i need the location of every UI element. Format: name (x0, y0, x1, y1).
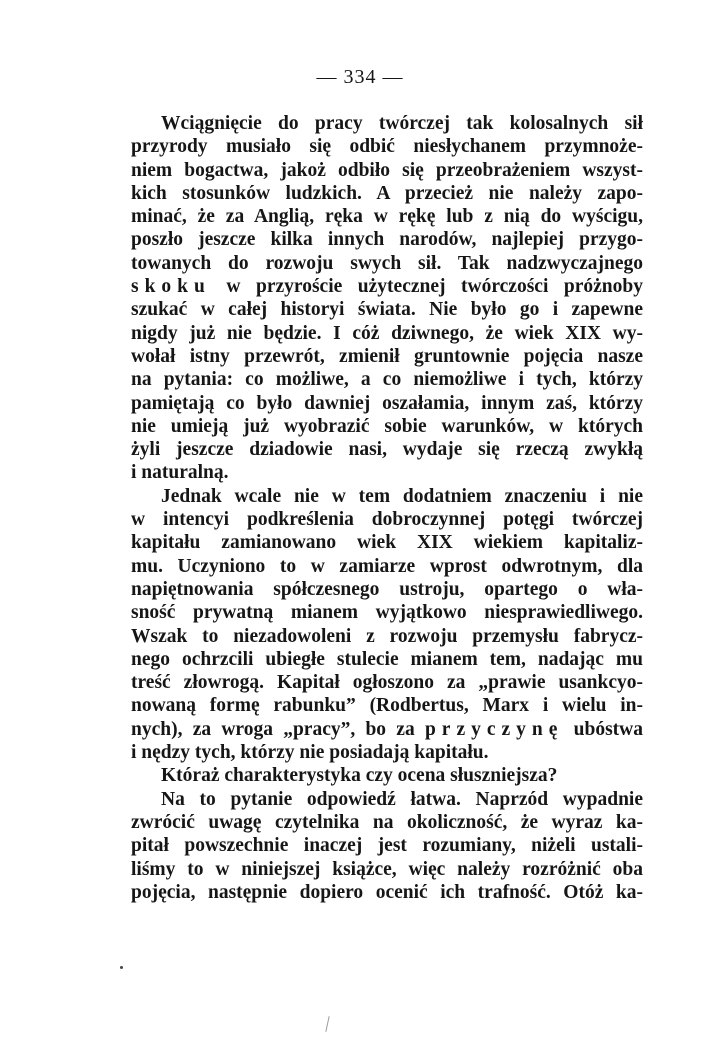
text-line: pitał powszechnie inaczej jest rozumiany, niżeli ustali- (131, 835, 643, 857)
text-line: treść złowrogą. Kapitał ogłoszono za „prawie usankcyo- (131, 672, 643, 694)
line-text: ubóstwa (563, 718, 643, 740)
text-line: Jednak wcale nie w tem dodatniem znaczeniu i nie (161, 485, 643, 507)
text-line: pojęcia, następnie dopiero ocenić ich trafność. Otóż ka- (131, 881, 643, 903)
text-line: liśmy to w niniejszej książce, więc należy rozróżnić oba (131, 858, 643, 880)
text-line: nie umieją już wyobrazić sobie warunków, w których (131, 415, 643, 437)
body-text (131, 112, 643, 904)
text-line: przyrody musiało się odbić niesłychanem przymnoże- (131, 136, 643, 158)
line-text: nych), za wroga „pracy”, bo za (131, 718, 425, 740)
text-line: nowaną formę rabunku” (Rodbertus, Marx i wielu in- (131, 695, 643, 717)
ink-speck (120, 966, 123, 969)
text-line: Wszak to niezadowoleni z rozwoju przemysłu fabrycz- (131, 625, 643, 647)
text-line: sność prywatną mianem wyjątkowo niesprawiedliwego. (131, 602, 643, 624)
text-line: poszło jeszcze kilka innych narodów, najlepiej przygo- (131, 229, 643, 251)
text-line: towanych do rozwoju swych sił. Tak nadzwyczajnego (131, 252, 643, 274)
text-line: niem bogactwa, jakoż odbiło się przeobrażeniem wszyst- (131, 159, 643, 181)
text-line: zwrócić uwagę czytelnika na okoliczność, że wyraz ka- (131, 811, 643, 833)
text-line: kich stosunków ludzkich. A przecież nie należy zapo- (131, 182, 643, 204)
text-line: pamiętają co było dawniej oszałamia, innym zaś, którzy (131, 392, 643, 414)
spaced-emphasis: skoku (131, 276, 211, 298)
text-line: i naturalną. (131, 462, 229, 484)
text-line: i nędzy tych, którzy nie posiadają kapitału. (131, 742, 489, 764)
text-line: Wciągnięcie do pracy twórczej tak kolosalnych sił (161, 113, 643, 134)
text-line: nego ochrzcili ubiegłe stulecie mianem tem, nadając mu (131, 648, 643, 670)
text-line: minać, że za Anglią, ręka w rękę lub z nią do wyścigu, (131, 206, 643, 228)
text-line: w intencyi podkreślenia dobroczynnej potęgi twórczej (131, 509, 643, 531)
pencil-mark (325, 1016, 329, 1032)
text-line: napiętnowania spółczesnego ustroju, opartego o wła- (131, 578, 643, 600)
text-line: Na to pytanie odpowiedź łatwa. Naprzód wypadnie (161, 788, 643, 810)
text-line: szukać w całej historyi świata. Nie było go i zapewne (131, 299, 643, 321)
text-line (131, 718, 643, 741)
text-line: wołał istny przewrót, zmienił gruntownie pojęcia nasze (131, 345, 643, 367)
text-line: kapitału zamianowano wiek XIX wiekiem kapitaliz- (131, 532, 643, 554)
line-text: w przyroście użytecznej twórczości próżnoby (210, 276, 643, 298)
text-line: żyli jeszcze dziadowie nasi, wydaje się rzeczą zwykłą (131, 439, 643, 461)
text-line: na pytania: co możliwe, a co niemożliwe i tych, którzy (131, 369, 643, 391)
spaced-emphasis: przyczynę (424, 718, 564, 740)
text-line (131, 275, 643, 298)
page-number: — 334 — (316, 66, 404, 88)
text-line: Któraż charakterystyka czy ocena słuszniejsza? (161, 765, 558, 787)
text-line: nigdy już nie będzie. I cóż dziwnego, że wiek XIX wy- (131, 322, 643, 344)
text-line: mu. Uczyniono to w zamiarze wprost odwrotnym, dla (131, 555, 643, 577)
